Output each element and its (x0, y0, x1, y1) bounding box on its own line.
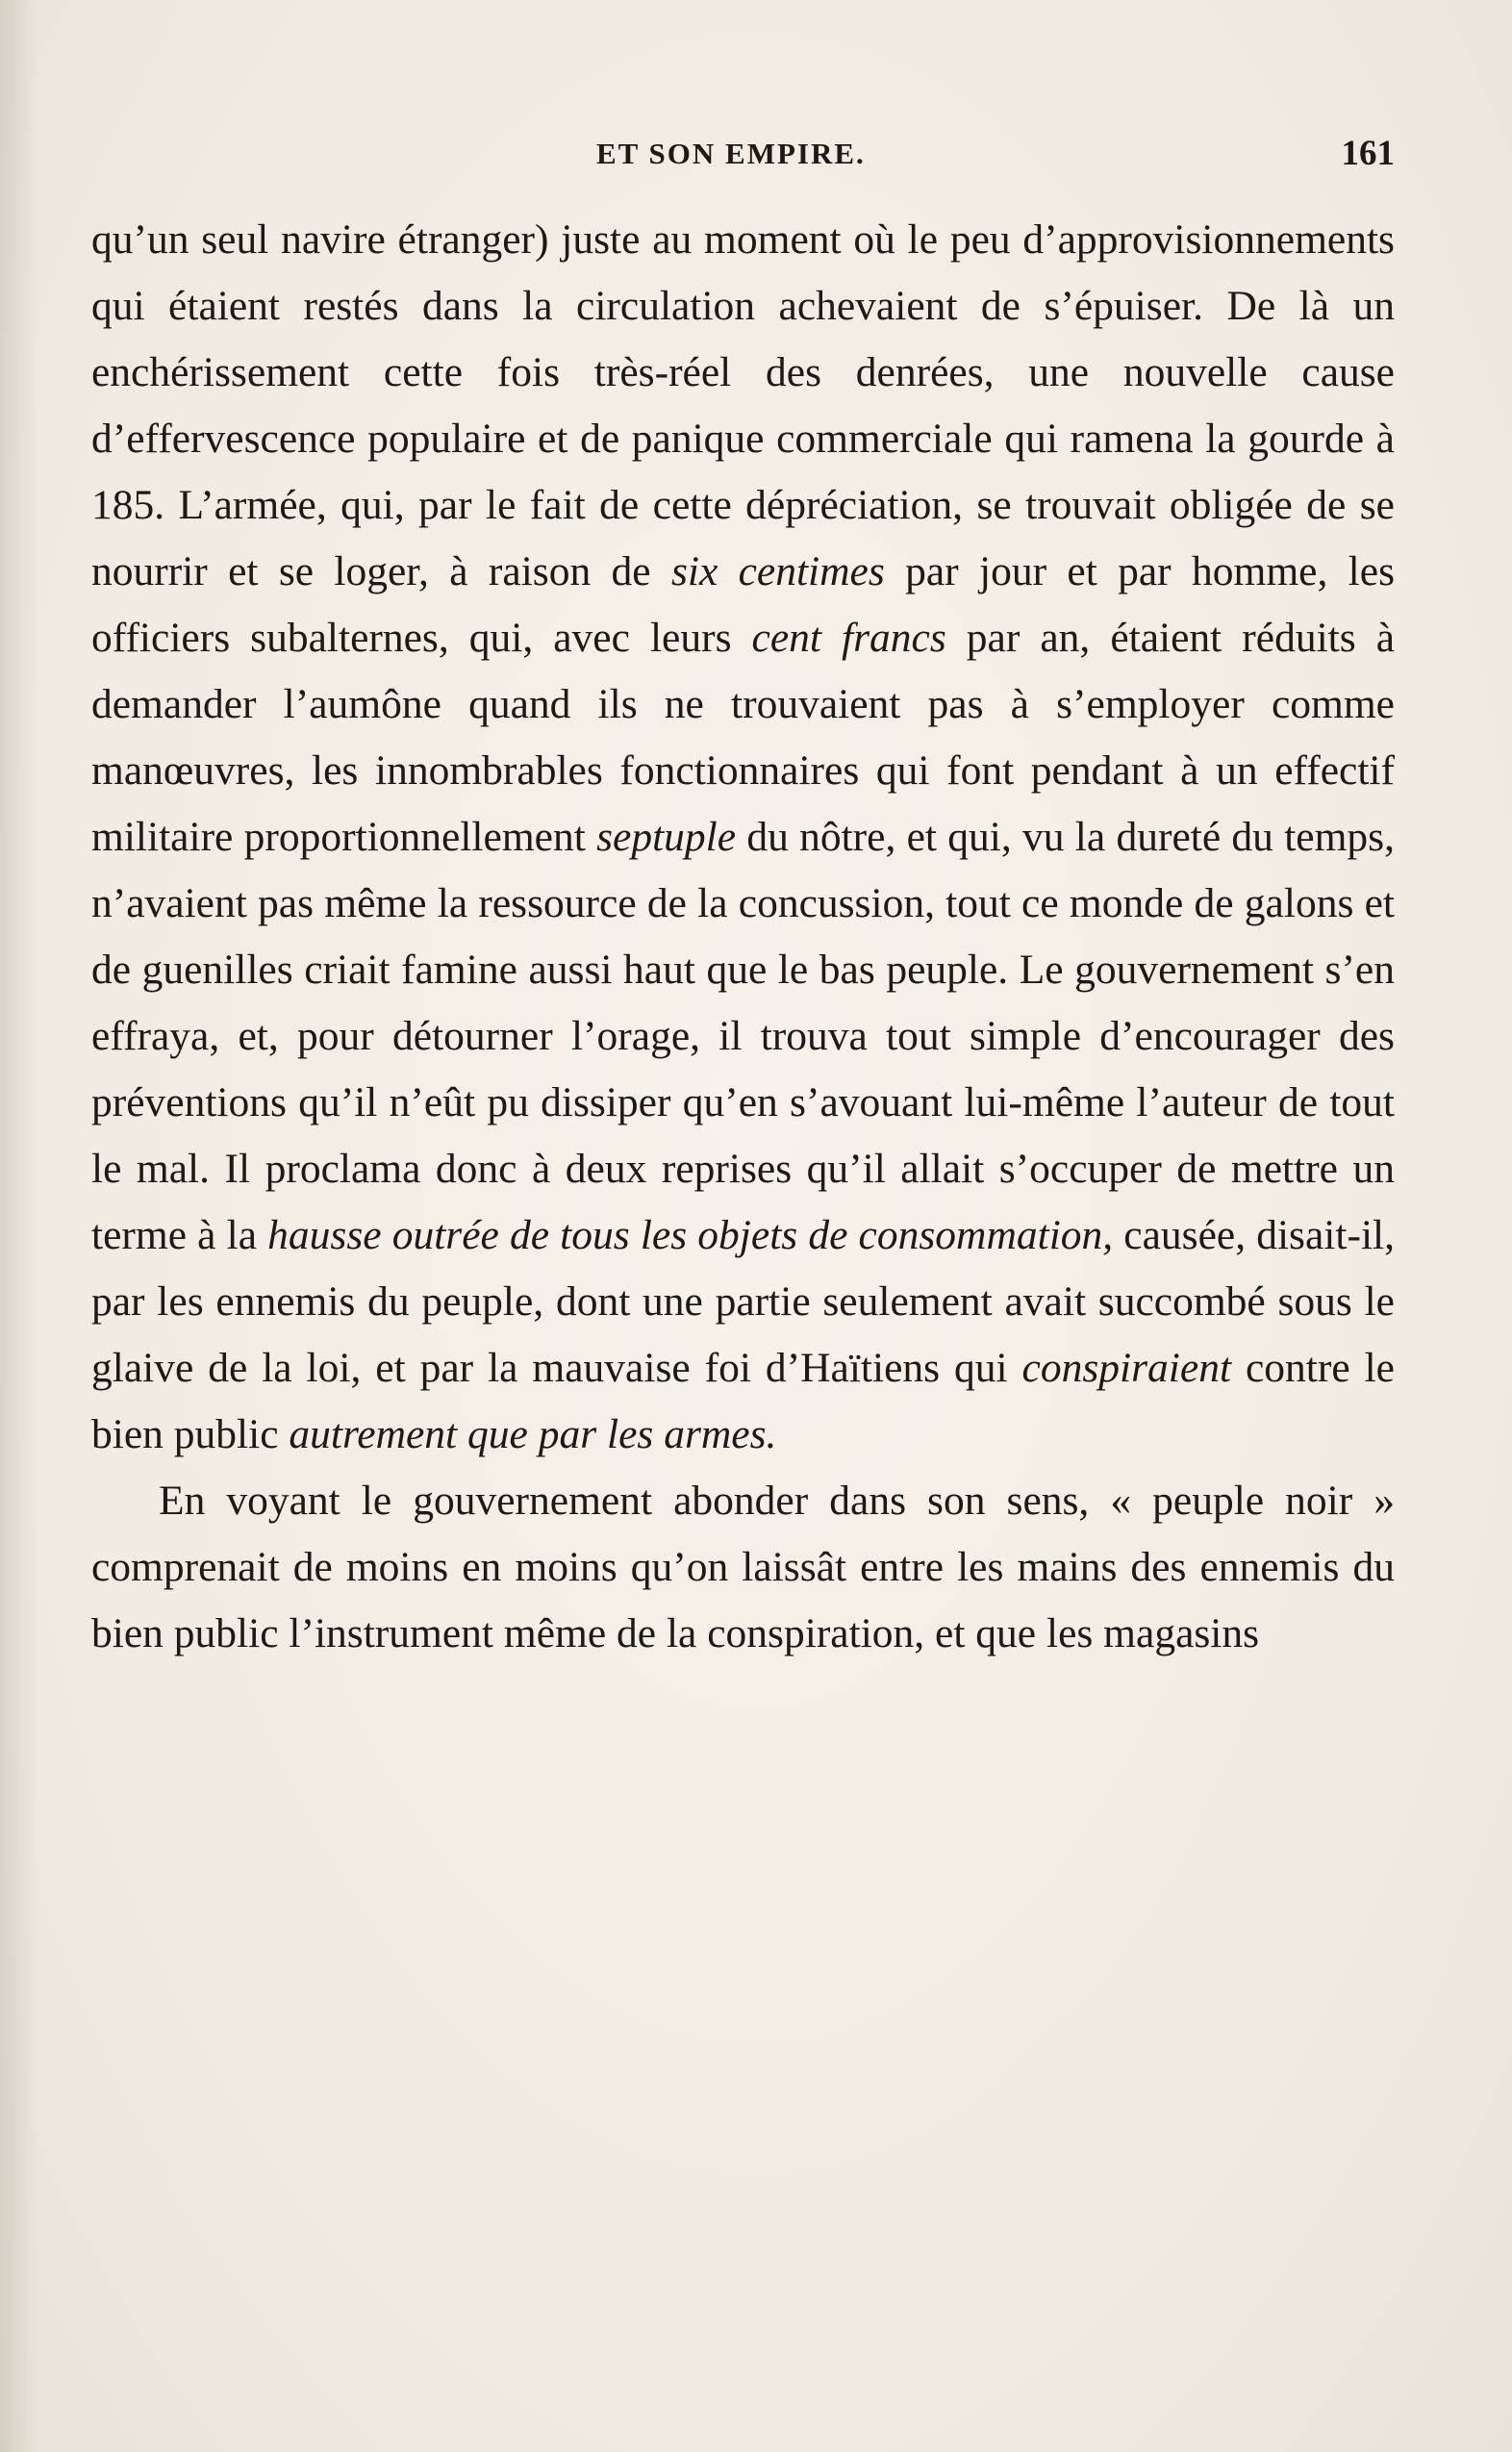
running-head: ET SON EMPIRE. (596, 137, 866, 170)
text-run: par jour et par homme, les officiers subalternes, qui, avec leurs (91, 548, 1395, 661)
text-run: contre le bien public (91, 1345, 1395, 1457)
paragraph-1 (91, 207, 1395, 1468)
text-run: qu’un seul navire étranger) juste au moment où le peu d’approvisionnements qui étaient restés dans la circulation achevaient de s’épuiser. De là un enchérissement cette fois très-réel des denrées, une nouvelle cause d’effervescence populaire et de panique commerciale qui ramena la gourde à 185. L’armée, qui, par le fait de cette dépréciation, se trouvait obligée de se nourrir et se loger, à raison de (91, 216, 1395, 594)
italic-run: six centimes (670, 548, 885, 594)
italic-run: hausse outrée de tous les objets de consommation, (267, 1212, 1114, 1258)
text-run: par an, étaient réduits à demander l’aumône quand ils ne trouvaient pas à s’employer comme manœuvres, les innombrables fonctionnaires qui font pendant à un effectif militaire proportionnellement (91, 615, 1396, 860)
text-run: du nôtre, et qui, vu la dureté du temps, n’avaient pas même la ressource de la concussion, tout ce monde de galons et de guenilles criait famine aussi haut que le bas peuple. Le gouvernement s’en effraya, et, pour détourner l’orage, il trouva tout simple d’encourager des préventions qu’il n’eût pu dissiper qu’en s’avouant lui-même l’auteur de tout le mal. Il proclama donc à deux reprises qu’il allait s’occuper de mettre un terme à la (91, 814, 1395, 1258)
italic-run: autrement que par les armes. (289, 1411, 777, 1457)
spine-shadow (0, 0, 38, 2452)
page-number: 161 (1341, 134, 1395, 173)
italic-run: cent francs (751, 615, 946, 661)
body-text (91, 207, 1395, 1667)
italic-run: conspiraient (1021, 1345, 1232, 1391)
italic-run: septuple (596, 814, 737, 860)
text-run: causée, disait-il, par les ennemis du peuple, dont une partie seulement avait succombé sous le glaive de la loi, et par la mauvaise foi d’Haïtiens qui (91, 1212, 1395, 1391)
page-header (91, 134, 1395, 185)
paragraph-2: En voyant le gouvernement abonder dans son sens, « peuple noir » comprenait de moins en moins qu’on laissât entre les mains des ennemis du bien public l’instrument même de la conspiration, et que les magasins (91, 1478, 1395, 1656)
